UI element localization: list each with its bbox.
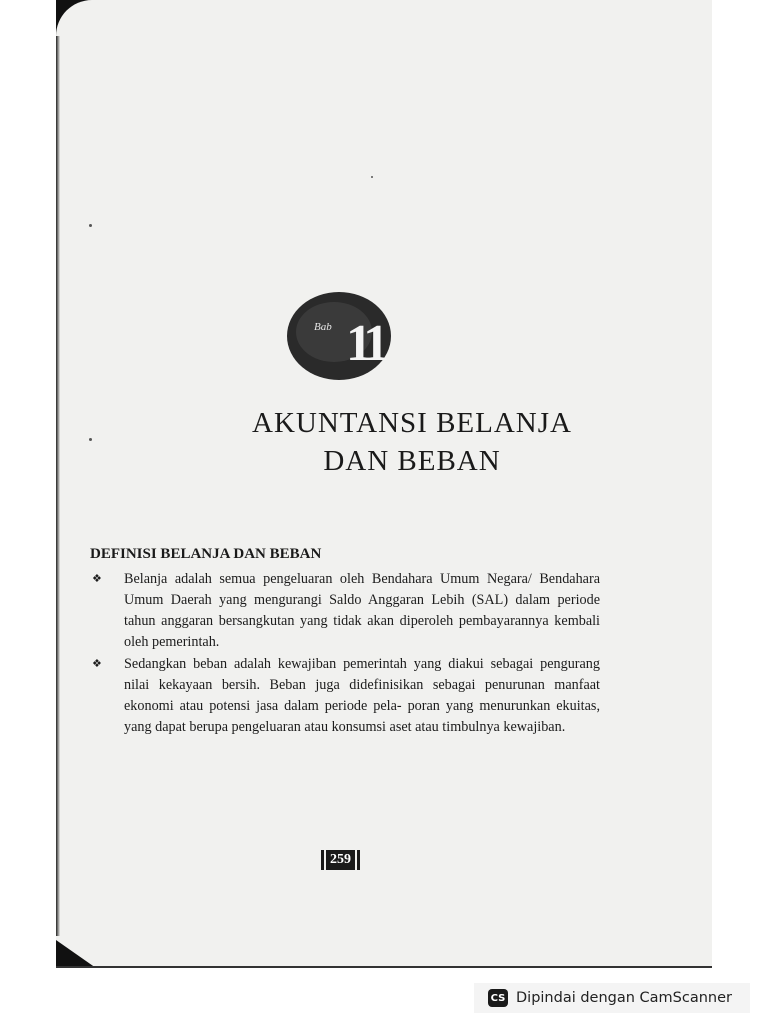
emblem-label: Bab <box>314 321 332 333</box>
camscanner-watermark <box>474 983 750 1013</box>
scan-speck <box>89 224 92 227</box>
page-number-value: 259 <box>326 850 355 870</box>
chapter-title-line-2: DAN BEBAN <box>323 445 501 477</box>
chapter-title <box>112 404 712 480</box>
scan-edge-shadow <box>56 36 60 936</box>
scan-speck <box>371 176 373 178</box>
chapter-emblem <box>284 288 394 384</box>
camscanner-logo-icon: CS <box>488 989 508 1007</box>
chapter-title-line-1: AKUNTANSI BELANJA <box>252 407 572 439</box>
page-number-bar-right <box>357 850 360 870</box>
definition-text: Belanja adalah semua pengeluaran oleh Bendahara Umum Negara/ Bendahara Umum Daerah yang mengurangi Saldo Anggaran Lebih (SAL) dalam periode tahun anggaran bersangkutan yang tidak akan diperoleh pembayarannya kembali oleh pemerintah. <box>124 571 600 650</box>
emblem-number: 11 <box>346 315 384 372</box>
scan-bottom-edge <box>56 966 712 968</box>
scan-speck <box>89 438 92 441</box>
section-heading: DEFINISI BELANJA DAN BEBAN <box>90 546 322 562</box>
camscanner-text: Dipindai dengan CamScanner <box>516 990 733 1006</box>
diamond-bullet-icon: ❖ <box>92 573 102 585</box>
book-page <box>56 0 712 968</box>
page-number-bar-left <box>321 850 324 870</box>
definition-item <box>90 654 600 738</box>
page-number <box>319 849 362 871</box>
diamond-bullet-icon: ❖ <box>92 658 102 670</box>
definition-text: Sedangkan beban adalah kewajiban pemerintah yang diakui sebagai pengurang nilai kekayaan bersih. Beban juga didefinisikan sebagai penurunan manfaat ekonomi atau potensi jasa dalam periode pela- poran yang menurunkan ekuitas, yang dapat berupa pengeluaran atau konsumsi aset atau timbulnya kewajiban. <box>124 656 600 735</box>
definition-item <box>90 569 600 653</box>
